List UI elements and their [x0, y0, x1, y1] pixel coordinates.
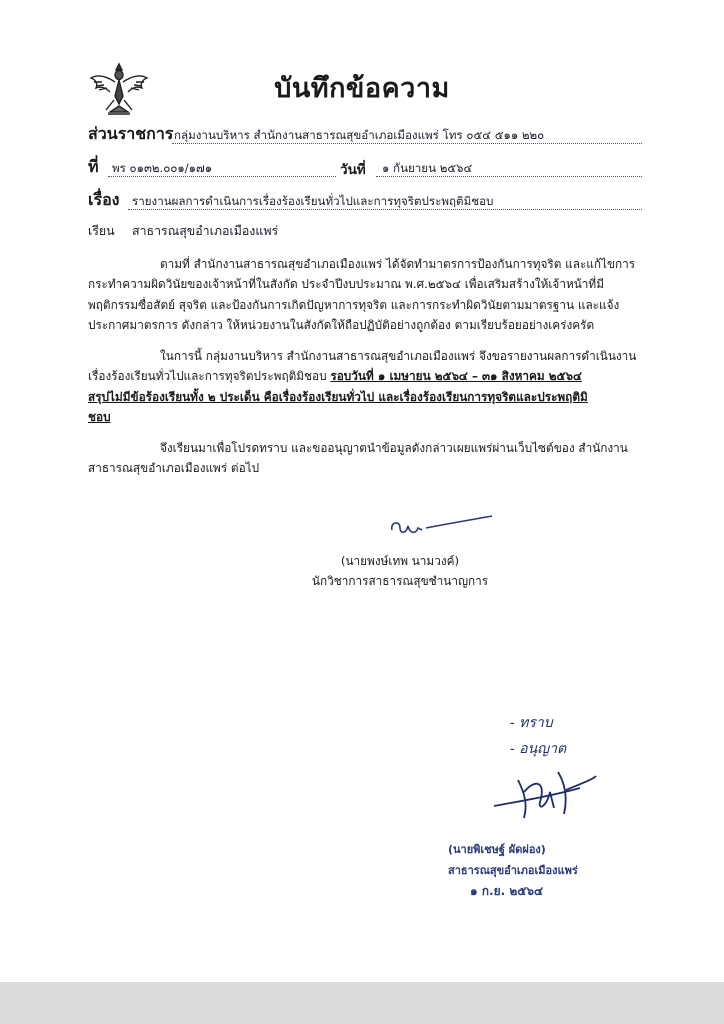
scan-bottom-band — [0, 982, 724, 1024]
to-value: สาธารณสุขอำเภอเมืองแพร่ — [132, 223, 279, 238]
ref-label: ที่ — [88, 157, 99, 176]
date-value: ๑ กันยายน ๒๕๖๔ — [382, 161, 473, 175]
p1-line-2: กระทำความผิดวินัยของเจ้าหน้าที่ในสังกัด ประจำปีงบประมาณ พ.ศ.๒๕๖๔ เพื่อเสริมสร้างให้เจ้าหน้าที่มี — [88, 277, 604, 292]
agency-row — [88, 122, 173, 147]
body-paragraph-2 — [88, 346, 644, 428]
memo-title: บันทึกข้อความ — [274, 73, 450, 104]
date-row — [340, 158, 366, 180]
ref-row — [88, 155, 99, 180]
p2-line-1: ในการนี้ กลุ่มงานบริหาร สำนักงานสาธารณสุขอำเภอเมืองแพร่ จึงขอรายงานผลการดำเนินงาน — [160, 349, 637, 363]
to-label: เรียน — [88, 223, 115, 238]
date-dotline — [376, 176, 642, 177]
p2-line-2-plain: เรื่องร้องเรียนทั่วไปและการทุจริตประพฤติมิชอบ — [88, 369, 327, 384]
p3-line-2: สาธารณสุขอำเภอเมืองแพร่ ต่อไป — [88, 461, 260, 476]
ref-dotline — [108, 176, 336, 177]
p3-line-1: จึงเรียนมาเพื่อโปรดทราบ และขออนุญาตนำข้อมูลดังกล่าวเผยแพร่ผ่านเว็บไซต์ของ สำนักงาน — [160, 441, 628, 455]
p1-line-3: พฤติกรรมซื่อสัตย์ สุจริต และป้องกันการเกิดปัญหาการทุจริต และการกระทำผิดวินัยตามมาตรฐาน และแจ้ง — [88, 297, 620, 312]
agency-label: ส่วนราชการ — [88, 124, 174, 143]
salutation-row — [88, 222, 115, 241]
signer-position: นักวิชาการสาธารณสุขชำนาญการ — [311, 574, 489, 588]
p2-line-4: ชอบ — [88, 410, 111, 425]
subject-value: รายงานผลการดำเนินการเรื่องร้องเรียนทั่วไปและการทุจริตประพฤติมิชอบ — [132, 194, 494, 208]
endorse-signature-icon — [484, 762, 604, 822]
agency-value: กลุ่มงานบริหาร สำนักงานสาธารณสุขอำเภอเมืองแพร่ โทร ๐๕๔ ๕๑๑ ๒๒๐ — [174, 128, 545, 142]
p2-line-3: สรุปไม่มีข้อร้องเรียนทั้ง ๒ ประเด็น คือเรื่องร้องเรียนทั่วไป และเรื่องร้องเรียนการทุจริตและประพฤติมิ — [88, 389, 588, 404]
subject-dotline — [128, 209, 642, 210]
signature-scribble-icon — [386, 512, 496, 542]
date-label: วันที่ — [340, 162, 366, 178]
endorse-note-2: - อนุญาต — [510, 741, 567, 757]
endorse-note-1: - ทราบ — [510, 715, 553, 731]
body-paragraph-3 — [88, 438, 644, 479]
endorser-name: (นายพิเชษฐ์ ผัดผ่อง) — [448, 843, 546, 856]
p1-line-4: ประกาศมาตรการ ดังกล่าว ให้หน่วยงานในสังกัดให้ถือปฏิบัติอย่างถูกต้อง ตามเรียบร้อยอย่างเคร่งครัด — [88, 318, 595, 333]
ref-value: พร ๐๑๓๒.๐๐๑/๑๗๑ — [112, 161, 213, 175]
subject-label: เรื่อง — [88, 190, 120, 209]
p2-line-2 — [88, 366, 644, 386]
p2-line-2-period: รอบวันที่ ๑ เมษายน ๒๕๖๔ – ๓๑ สิงหาคม ๒๕๖๔ — [330, 369, 582, 384]
signer-name: (นายพงษ์เทพ นามวงค์) — [340, 554, 460, 568]
subject-row — [88, 188, 119, 213]
p1-line-1: ตามที่ สำนักงานสาธารณสุขอำเภอเมืองแพร่ ได้จัดทำมาตรการป้องกันการทุจริต และแก้ไขการ — [160, 257, 636, 271]
endorser-position: สาธารณสุขอำเภอเมืองแพร่ — [448, 864, 578, 877]
body-paragraph-1 — [88, 254, 644, 336]
endorse-date: ๑ ก.ย. ๒๕๖๔ — [470, 884, 544, 898]
agency-dotline — [172, 143, 642, 144]
